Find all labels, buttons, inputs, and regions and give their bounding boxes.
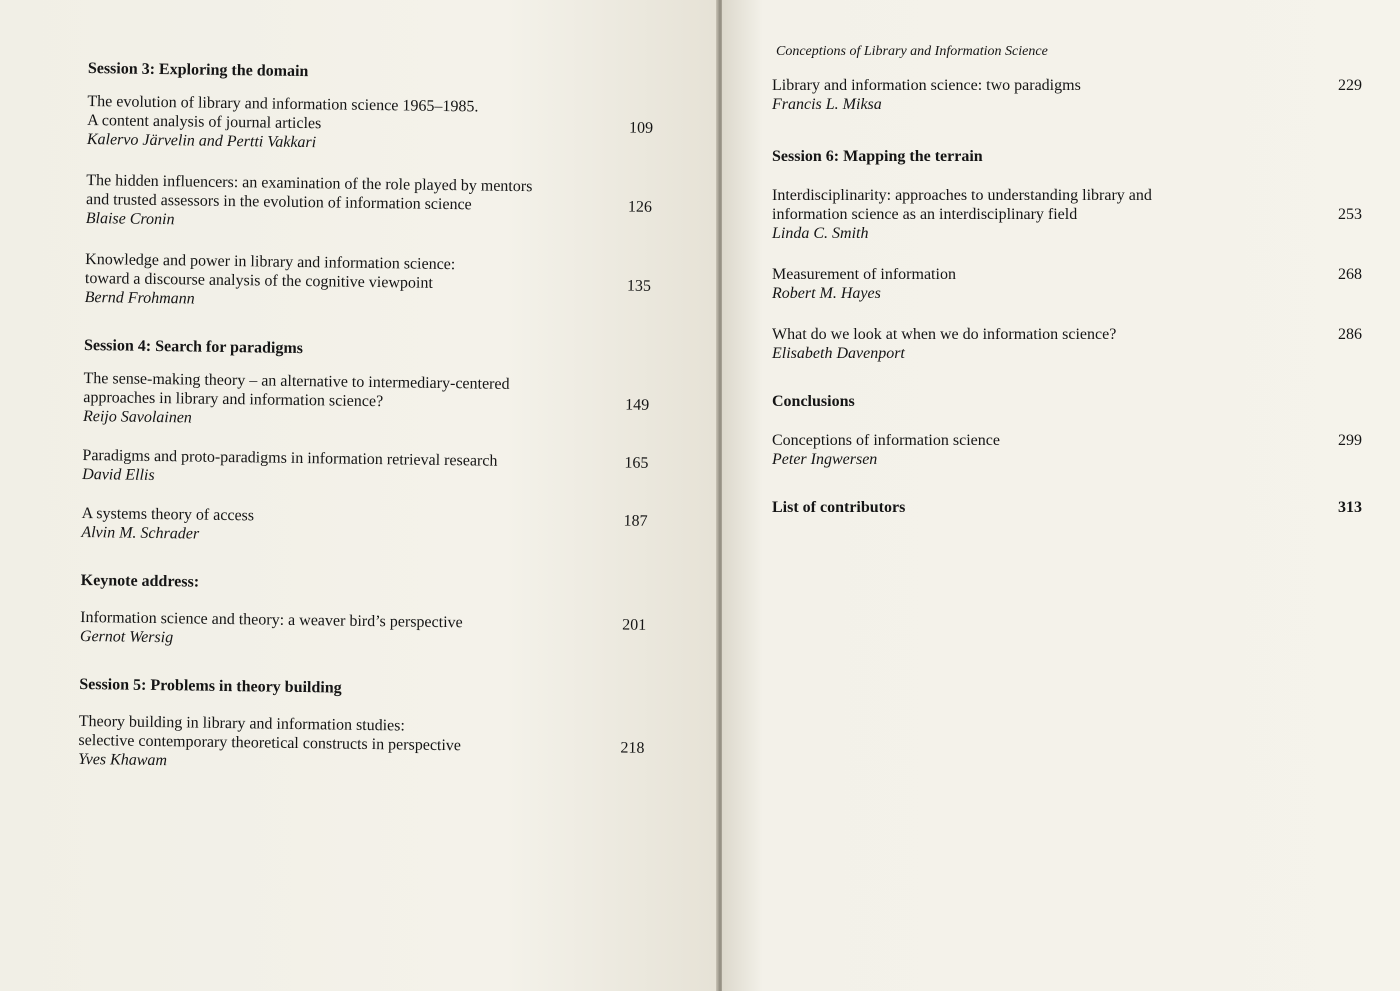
toc-entry: [81, 504, 661, 550]
toc-entry: [772, 76, 1362, 114]
entry-title-line: The evolution of library and information science 1965–1985.: [87, 92, 479, 116]
entry-page-number: 109: [628, 119, 654, 137]
session-6: [772, 148, 1362, 363]
toc-entry: [78, 712, 659, 777]
entry-page-number: 253: [1338, 206, 1362, 223]
entry-page-number: 135: [626, 277, 652, 295]
entry-authors: Blaise Cronin: [85, 209, 175, 229]
entry-title-line: Paradigms and proto-paradigms in information retrieval research: [82, 446, 498, 470]
keynote-address: [80, 572, 661, 654]
entry-authors: Yves Khawam: [78, 750, 168, 770]
toc-entry: [82, 446, 662, 492]
entry-title-line: approaches in library and information science?: [83, 388, 384, 411]
list-of-contributors: [772, 499, 1362, 517]
toc-entry: [80, 608, 660, 654]
entry-title-line: A systems theory of access: [81, 504, 255, 525]
entry-authors: Francis L. Miksa: [772, 96, 882, 113]
entry-authors: Alvin M. Schrader: [81, 523, 200, 543]
session-title: Session 4: Search for paradigms: [83, 336, 304, 358]
entry-title-line: information science as an interdisciplinary field: [772, 206, 1078, 223]
entry-title-line: Theory building in library and information studies:: [78, 712, 406, 735]
toc-entry: [83, 369, 664, 434]
contributors-page-number: 313: [1338, 499, 1362, 516]
entry-authors: Kalervo Järvelin and Pertti Vakkari: [86, 130, 317, 152]
toc-entry: [772, 265, 1362, 303]
left-toc: [78, 60, 668, 807]
entry-authors: Peter Ingwersen: [772, 451, 878, 468]
entry-page-number: 187: [623, 512, 648, 530]
entry-page-number: 286: [1338, 326, 1362, 343]
entry-page-number: 268: [1338, 266, 1362, 283]
entry-title-line: and trusted assessors in the evolution of information science: [85, 190, 472, 214]
entry-authors: David Ellis: [82, 465, 155, 484]
entry-page-number: 218: [620, 739, 645, 757]
entry-title-line: The hidden influencers: an examination of the role played by mentors: [86, 171, 533, 196]
entry-page-number: 201: [622, 616, 647, 634]
entry-title-line: The sense-making theory – an alternative to intermediary-centered: [83, 369, 510, 393]
entry-page-number: 149: [625, 396, 650, 414]
entry-authors: Gernot Wersig: [79, 627, 174, 647]
entry-title-line: selective contemporary theoretical constructs in perspective: [78, 731, 462, 755]
toc-entry: [772, 325, 1362, 363]
session-title: Keynote address:: [80, 571, 200, 591]
session-4: [81, 337, 664, 550]
toc-entry: [772, 431, 1362, 469]
entry-title-line: What do we look at when we do information science?: [772, 326, 1117, 343]
conclusions: [772, 393, 1362, 469]
entry-title-line: Conceptions of information science: [772, 432, 1000, 449]
session-3: [85, 60, 668, 315]
right-page: [722, 0, 1400, 991]
entry-title-line: Library and information science: two paradigms: [772, 77, 1081, 94]
running-head: Conceptions of Library and Information Science: [776, 44, 1048, 59]
right-toc: [772, 44, 1362, 547]
entry-title-line: A content analysis of journal articles: [87, 111, 322, 133]
toc-entry: [85, 250, 666, 315]
continued-entries: [772, 76, 1362, 114]
entry-page-number: 229: [1338, 77, 1362, 94]
entry-title-line: Measurement of information: [772, 266, 956, 283]
entry-authors: Linda C. Smith: [772, 225, 869, 242]
entry-title-line: toward a discourse analysis of the cognitive viewpoint: [84, 269, 433, 292]
entry-title-line: Knowledge and power in library and information science:: [85, 250, 456, 274]
entry-authors: Robert M. Hayes: [772, 285, 881, 302]
session-title: Session 6: Mapping the terrain: [772, 148, 983, 165]
session-title: Conclusions: [772, 393, 855, 410]
entry-title-line: Interdisciplinarity: approaches to understanding library and: [772, 187, 1152, 204]
entry-page-number: 165: [624, 454, 649, 472]
toc-entry: [772, 186, 1362, 243]
entry-authors: Bernd Frohmann: [84, 288, 195, 308]
session-title: Session 5: Problems in theory building: [79, 675, 342, 697]
entry-authors: Reijo Savolainen: [82, 407, 192, 427]
entry-page-number: 299: [1338, 432, 1362, 449]
entry-authors: Elisabeth Davenport: [772, 345, 905, 362]
entry-title-line: Information science and theory: a weaver bird’s perspective: [80, 608, 463, 632]
toc-entry: [86, 171, 667, 236]
session-5: [78, 676, 659, 777]
toc-entry: [87, 92, 668, 157]
contributors-title: List of contributors: [772, 499, 906, 516]
session-title: Session 3: Exploring the domain: [87, 60, 309, 81]
entry-page-number: 126: [627, 198, 653, 216]
